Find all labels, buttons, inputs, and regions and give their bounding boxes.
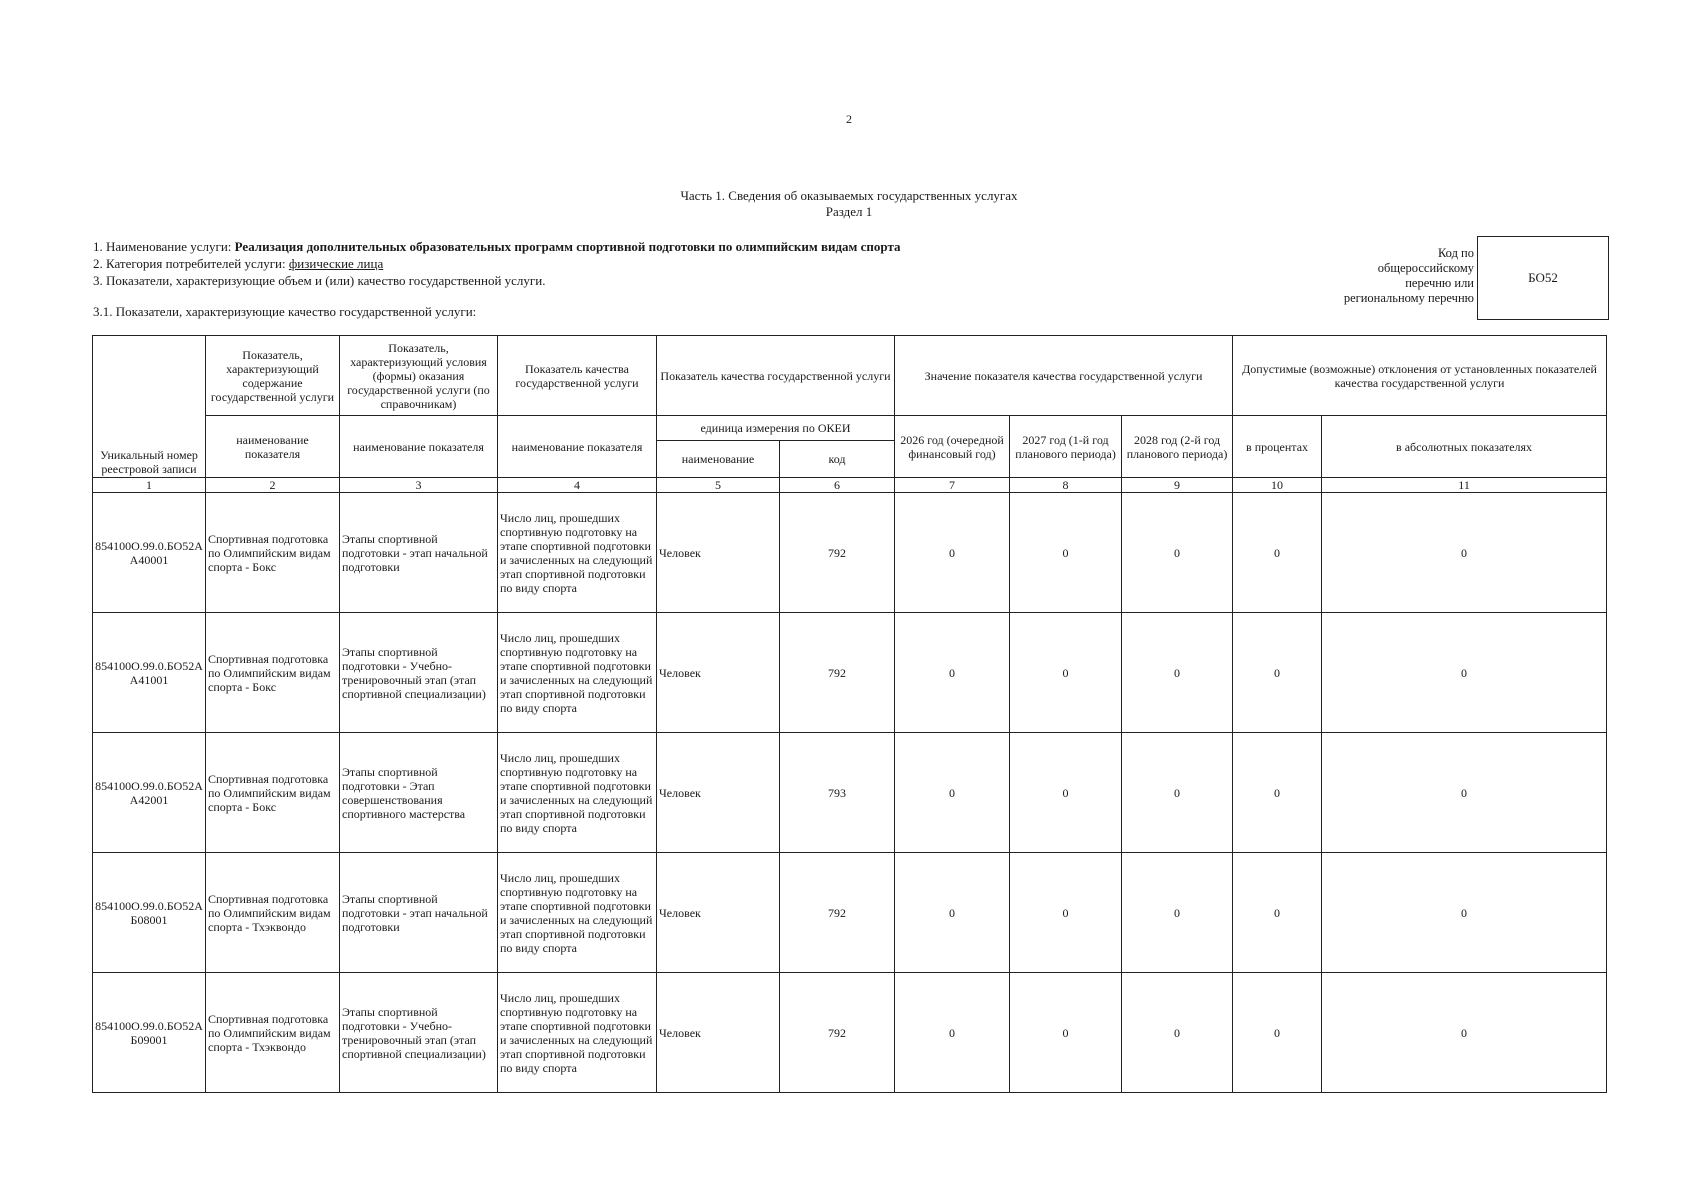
cell-content: Спортивная подготовка по Олимпийским видам спорта - Бокс bbox=[206, 493, 340, 613]
cell-value-2028: 0 bbox=[1122, 853, 1233, 973]
code-label bbox=[1290, 246, 1474, 306]
column-number: 3 bbox=[340, 478, 498, 493]
cell-value-2027: 0 bbox=[1010, 613, 1122, 733]
header-quality-indicator-unit: Показатель качества государственной услуги bbox=[657, 336, 895, 416]
cell-unit-code: 792 bbox=[780, 613, 895, 733]
cell-deviation-percent: 0 bbox=[1233, 853, 1322, 973]
cell-quality: Число лиц, прошедших спортивную подготовку на этапе спортивной подготовки и зачисленных на следующий этап спортивной подготовки по виду спорта bbox=[498, 613, 657, 733]
cell-value-2027: 0 bbox=[1010, 493, 1122, 613]
cell-deviation-percent: 0 bbox=[1233, 493, 1322, 613]
cell-value-2026: 0 bbox=[895, 613, 1010, 733]
column-number: 11 bbox=[1322, 478, 1607, 493]
cell-unique-number: 854100О.99.0.БО52АА42001 bbox=[93, 733, 206, 853]
column-number: 1 bbox=[93, 478, 206, 493]
service-name-line bbox=[93, 238, 901, 255]
table-row bbox=[93, 973, 1607, 1093]
cell-unit-code: 792 bbox=[780, 973, 895, 1093]
header-percent: в процентах bbox=[1233, 416, 1322, 478]
consumer-category-label: 2. Категория потребителей услуги: bbox=[93, 256, 289, 271]
cell-value-2028: 0 bbox=[1122, 973, 1233, 1093]
cell-deviation-absolute: 0 bbox=[1322, 733, 1607, 853]
code-label-line: перечню или bbox=[1405, 276, 1474, 290]
cell-condition: Этапы спортивной подготовки - Учебно-тренировочный этап (этап спортивной специализации) bbox=[340, 973, 498, 1093]
cell-deviation-percent: 0 bbox=[1233, 733, 1322, 853]
header-unique-number: Уникальный номер реестровой записи bbox=[93, 336, 206, 478]
header-okei-code: код bbox=[780, 441, 895, 478]
service-name-label: 1. Наименование услуги: bbox=[93, 239, 235, 254]
header-content-indicator: Показатель, характеризующий содержание государственной услуги bbox=[206, 336, 340, 416]
cell-quality: Число лиц, прошедших спортивную подготовку на этапе спортивной подготовки и зачисленных на следующий этап спортивной подготовки по виду спорта bbox=[498, 493, 657, 613]
header-condition-indicator: Показатель, характеризующий условия (формы) оказания государственной услуги (по справочникам) bbox=[340, 336, 498, 416]
cell-condition: Этапы спортивной подготовки - Этап совершенствования спортивного мастерства bbox=[340, 733, 498, 853]
table-row bbox=[93, 853, 1607, 973]
table-row bbox=[93, 733, 1607, 853]
cell-value-2026: 0 bbox=[895, 973, 1010, 1093]
subsection-title: 3.1. Показатели, характеризующие качество государственной услуги: bbox=[93, 304, 477, 319]
cell-content: Спортивная подготовка по Олимпийским видам спорта - Тхэквондо bbox=[206, 853, 340, 973]
service-info bbox=[93, 238, 901, 289]
page-number: 2 bbox=[846, 112, 852, 126]
column-number: 6 bbox=[780, 478, 895, 493]
cell-content: Спортивная подготовка по Олимпийским видам спорта - Бокс bbox=[206, 613, 340, 733]
cell-deviation-absolute: 0 bbox=[1322, 973, 1607, 1093]
code-box: БО52 bbox=[1477, 236, 1609, 320]
header-indicator-name: наименование показателя bbox=[498, 416, 657, 478]
cell-value-2027: 0 bbox=[1010, 853, 1122, 973]
cell-value-2026: 0 bbox=[895, 853, 1010, 973]
cell-quality: Число лиц, прошедших спортивную подготовку на этапе спортивной подготовки и зачисленных на следующий этап спортивной подготовки по виду спорта bbox=[498, 973, 657, 1093]
header-year-2028: 2028 год (2-й год планового периода) bbox=[1122, 416, 1233, 478]
cell-unit-name: Человек bbox=[657, 613, 780, 733]
cell-unique-number: 854100О.99.0.БО52АА40001 bbox=[93, 493, 206, 613]
column-numbers-row bbox=[93, 478, 1607, 493]
cell-value-2027: 0 bbox=[1010, 733, 1122, 853]
column-number: 8 bbox=[1010, 478, 1122, 493]
cell-content: Спортивная подготовка по Олимпийским видам спорта - Тхэквондо bbox=[206, 973, 340, 1093]
column-number: 2 bbox=[206, 478, 340, 493]
header-indicator-name: наименование показателя bbox=[340, 416, 498, 478]
cell-value-2028: 0 bbox=[1122, 733, 1233, 853]
code-label-line: Код по bbox=[1437, 246, 1474, 260]
header-year-2027: 2027 год (1-й год планового периода) bbox=[1010, 416, 1122, 478]
cell-value-2028: 0 bbox=[1122, 613, 1233, 733]
cell-condition: Этапы спортивной подготовки - этап начальной подготовки bbox=[340, 493, 498, 613]
cell-condition: Этапы спортивной подготовки - этап начальной подготовки bbox=[340, 853, 498, 973]
column-number: 9 bbox=[1122, 478, 1233, 493]
cell-deviation-absolute: 0 bbox=[1322, 853, 1607, 973]
cell-unit-name: Человек bbox=[657, 973, 780, 1093]
consumer-category-value: физические лица bbox=[288, 256, 384, 271]
header-okei: единица измерения по ОКЕИ bbox=[657, 416, 895, 441]
indicators-line: 3. Показатели, характеризующие объем и (или) качество государственной услуги. bbox=[93, 273, 546, 288]
column-number: 7 bbox=[895, 478, 1010, 493]
header-indicator-name: наименование показателя bbox=[206, 416, 340, 478]
cell-quality: Число лиц, прошедших спортивную подготовку на этапе спортивной подготовки и зачисленных на следующий этап спортивной подготовки по виду спорта bbox=[498, 853, 657, 973]
cell-unit-name: Человек bbox=[657, 733, 780, 853]
cell-unit-code: 792 bbox=[780, 853, 895, 973]
column-number: 10 bbox=[1233, 478, 1322, 493]
cell-unit-code: 793 bbox=[780, 733, 895, 853]
cell-deviation-percent: 0 bbox=[1233, 973, 1322, 1093]
cell-value-2026: 0 bbox=[895, 493, 1010, 613]
column-number: 5 bbox=[657, 478, 780, 493]
code-label-line: общероссийскому bbox=[1377, 261, 1474, 275]
header-deviation-group: Допустимые (возможные) отклонения от установленных показателей качества государственной услуги bbox=[1233, 336, 1607, 416]
consumer-category-line bbox=[93, 255, 901, 272]
header-year-2026: 2026 год (очередной финансовый год) bbox=[895, 416, 1010, 478]
column-number: 4 bbox=[498, 478, 657, 493]
section-title: Раздел 1 bbox=[825, 204, 873, 219]
part-title: Часть 1. Сведения об оказываемых государственных услугах bbox=[680, 188, 1018, 203]
cell-content: Спортивная подготовка по Олимпийским видам спорта - Бокс bbox=[206, 733, 340, 853]
quality-indicators-table bbox=[92, 335, 1607, 1093]
cell-deviation-absolute: 0 bbox=[1322, 493, 1607, 613]
cell-value-2027: 0 bbox=[1010, 973, 1122, 1093]
cell-unit-name: Человек bbox=[657, 493, 780, 613]
code-label-line: региональному перечню bbox=[1343, 291, 1474, 305]
table-row bbox=[93, 493, 1607, 613]
cell-deviation-percent: 0 bbox=[1233, 613, 1322, 733]
header-quality-indicator: Показатель качества государственной услуги bbox=[498, 336, 657, 416]
cell-unique-number: 854100О.99.0.БО52АБ08001 bbox=[93, 853, 206, 973]
cell-unit-code: 792 bbox=[780, 493, 895, 613]
cell-quality: Число лиц, прошедших спортивную подготовку на этапе спортивной подготовки и зачисленных на следующий этап спортивной подготовки по виду спорта bbox=[498, 733, 657, 853]
cell-value-2026: 0 bbox=[895, 733, 1010, 853]
cell-value-2028: 0 bbox=[1122, 493, 1233, 613]
cell-unique-number: 854100О.99.0.БО52АА41001 bbox=[93, 613, 206, 733]
header-value-group: Значение показателя качества государственной услуги bbox=[895, 336, 1233, 416]
cell-unit-name: Человек bbox=[657, 853, 780, 973]
cell-condition: Этапы спортивной подготовки - Учебно-тренировочный этап (этап спортивной специализации) bbox=[340, 613, 498, 733]
cell-unique-number: 854100О.99.0.БО52АБ09001 bbox=[93, 973, 206, 1093]
cell-deviation-absolute: 0 bbox=[1322, 613, 1607, 733]
header-absolute: в абсолютных показателях bbox=[1322, 416, 1607, 478]
service-name-value: Реализация дополнительных образовательных программ спортивной подготовки по олимпийским видам спорта bbox=[234, 239, 901, 254]
table-row bbox=[93, 613, 1607, 733]
header-okei-name: наименование bbox=[657, 441, 780, 478]
